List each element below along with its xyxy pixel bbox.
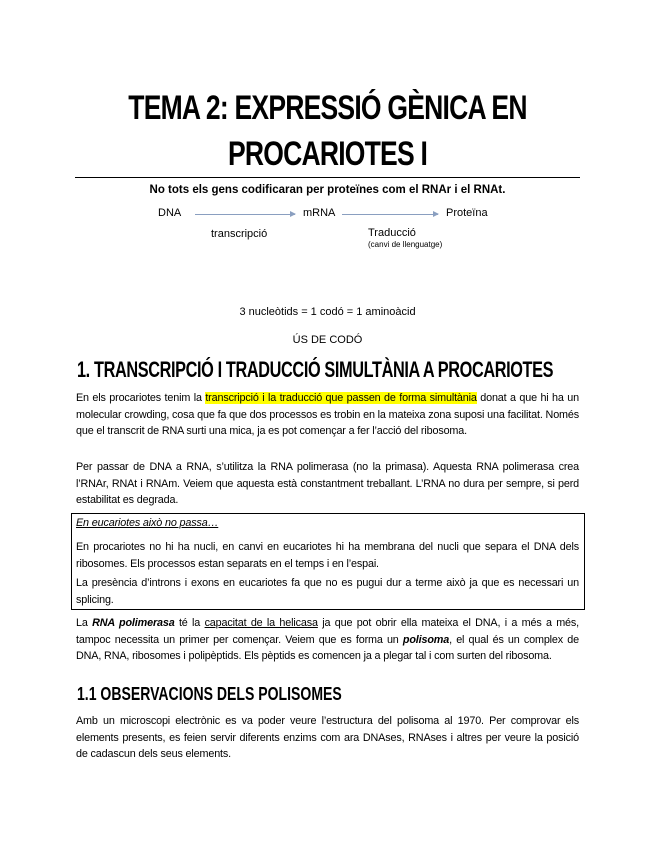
box-heading [76,515,579,532]
paragraph-4: Amb un microscopi electrònic es va poder veure l’estructura del polisoma al 1970. Per comprovar els elements presents, es feien servir diferents enzims com ara DNAses, RNAses i altres per veure la posició de cadascun dels seus elements. [76,715,579,760]
box-paragraph-2: La presència d’introns i exons en eucariotes fa que no es pugui dur a terme això ja que es necessari un splicing. [76,577,579,606]
p3-mid1: té la [174,617,205,629]
flow-protein: Proteïna [446,207,488,219]
paragraph-1 [76,390,579,440]
codon-rule: 3 nucleòtids = 1 codó = 1 aminoàcid [239,306,416,318]
box-paragraph-1: En procariotes no hi ha nucli, en canvi en eucariotes hi ha membrana del nucli que separa el DNA dels ribosomes. Els processos estan separats en el temps i en l’espai. [76,541,579,570]
box-heading-text: En eucariotes això no passa… [76,517,219,529]
p3-post: , el qual és un complex de DNA, RNA, ribosomes i polipèptids. Els pèptids es comencen ja a plegar tal i com surten del ribosoma. [76,633,579,662]
flow-mrna: mRNA [303,207,336,219]
title-line-2: PROCARIOTES I [227,135,428,173]
intro-sentence: No tots els gens codificaran per proteïnes com el RNAr i el RNAt. [149,184,506,196]
paragraph-3 [76,615,579,665]
flow-translation-note: (canvi de llenguatge) [368,240,443,249]
p3-polisoma: polisoma [402,633,450,646]
flow-translation: Traducció [368,227,416,239]
codon-use: ÚS DE CODÓ [292,334,363,346]
section-1-1-heading: 1.1 OBSERVACIONS DELS POLISOMES [77,684,342,704]
p3-helicase: capacitat de la helicasa [204,617,318,629]
p1-highlight: transcripció i la traducció que passen de forma simultània [205,392,477,404]
title-rule [75,177,580,178]
p3-rna-polimerasa: RNA polimerasa [92,617,175,629]
title-line-1: TEMA 2: EXPRESSIÓ GÈNICA EN [128,89,527,127]
p3-mid2: ja que pot obrir ella mateixa el DNA, i a més a més, tampoc necessita un primer per començar. Veiem que es forma un [76,617,580,646]
paragraph-2: Per passar de DNA a RNA, s’utilitza la RNA polimerasa (no la primasa). Aquesta RNA polimerasa crea l’RNAr, RNAt i RNAm. Veiem que aquesta està constantment treballant. L’RNA no dura per sempre, si perd estabilitat es degrada. [76,461,579,506]
flow-transcription: transcripció [211,228,268,240]
p1-post: donat a que hi ha un molecular crowding, cosa que fa que dos processos es trobin en la mateixa zona suposi una facilitat. Només que el transcrit de RNA surti una mica, ja es pot començar a fer l’acció del ribosoma. [76,392,579,437]
arrow-icon [342,214,438,215]
arrow-icon [195,214,295,215]
section-1-heading: 1. TRANSCRIPCIÓ I TRADUCCIÓ SIMULTÀNIA A PROCARIOTES [77,357,554,382]
flow-dna: DNA [158,207,182,219]
p3-pre: La [76,617,93,629]
p1-pre: En els procariotes tenim la [76,392,206,404]
